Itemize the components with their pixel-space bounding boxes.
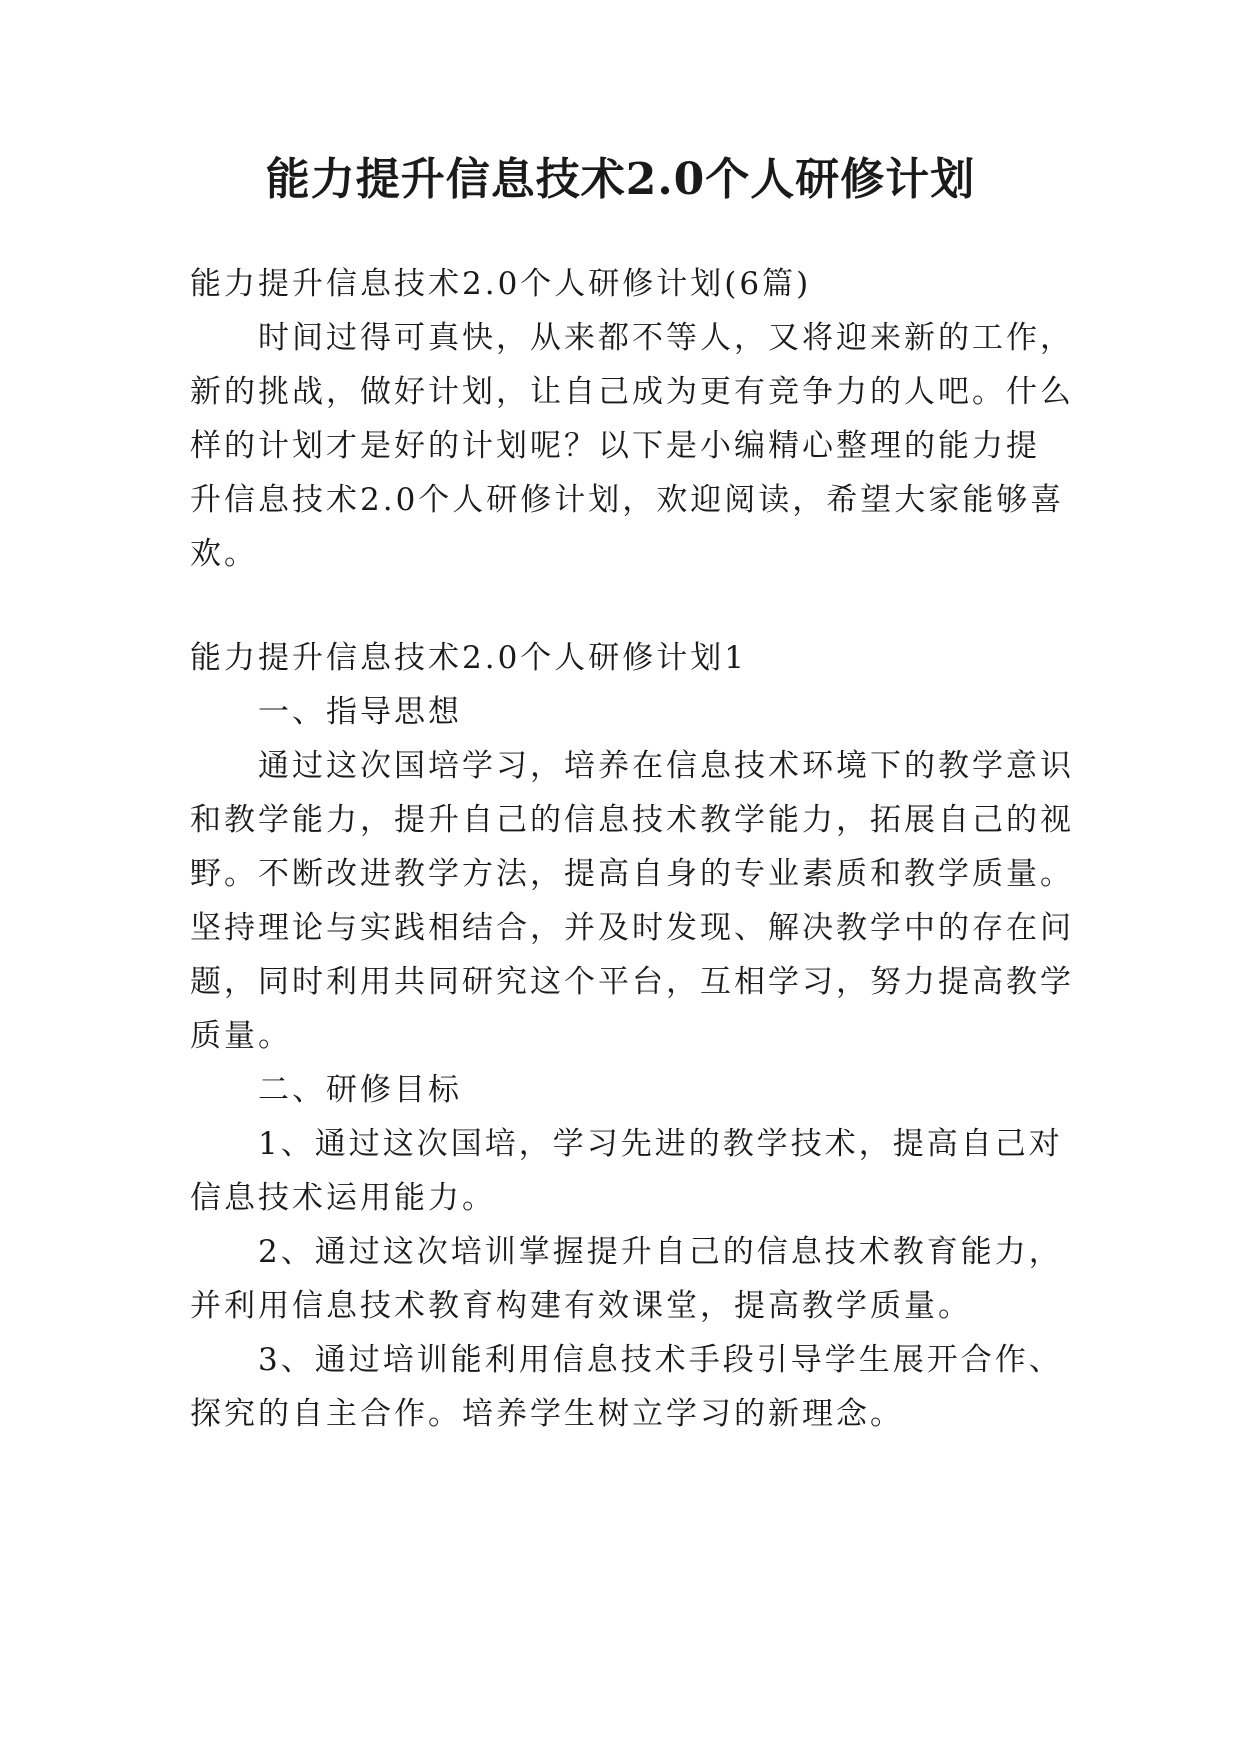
list-item-line: 3、通过培训能利用信息技术手段引导学生展开合作、	[258, 1342, 1063, 1378]
list-item-line: 1、通过这次国培，学习先进的教学技术，提高自己对	[258, 1126, 1063, 1162]
paragraph-line: 新的挑战，做好计划，让自己成为更有竞争力的人吧。什么	[190, 374, 1074, 410]
list-item-line: 信息技术运用能力。	[190, 1180, 496, 1216]
section-heading: 能力提升信息技术2.0个人研修计划1	[190, 640, 748, 676]
paragraph-line: 升信息技术2.0个人研修计划，欢迎阅读，希望大家能够喜	[190, 482, 1065, 518]
subheading: 二、研修目标	[258, 1072, 462, 1108]
paragraph-line: 通过这次国培学习，培养在信息技术环境下的教学意识	[258, 748, 1074, 784]
paragraph-line: 题，同时利用共同研究这个平台，互相学习，努力提高教学	[190, 964, 1074, 1000]
subheading: 一、指导思想	[258, 694, 462, 730]
paragraph-line: 样的计划才是好的计划呢？以下是小编精心整理的能力提	[190, 428, 1040, 464]
list-item-line: 2、通过这次培训掌握提升自己的信息技术教育能力，	[258, 1234, 1063, 1270]
list-item-line: 探究的自主合作。培养学生树立学习的新理念。	[190, 1396, 904, 1432]
paragraph-line: 时间过得可真快，从来都不等人，又将迎来新的工作，	[258, 320, 1074, 356]
paragraph-line: 和教学能力，提升自己的信息技术教学能力，拓展自己的视	[190, 802, 1074, 838]
document-title: 能力提升信息技术2.0个人研修计划	[265, 154, 976, 205]
paragraph-line: 野。不断改进教学方法，提高自身的专业素质和教学质量。	[190, 856, 1074, 892]
paragraph-line: 坚持理论与实践相结合，并及时发现、解决教学中的存在问	[190, 910, 1074, 946]
paragraph-line: 欢。	[190, 536, 258, 572]
paragraph-line: 质量。	[190, 1018, 292, 1054]
list-item-line: 并利用信息技术教育构建有效课堂，提高教学质量。	[190, 1288, 972, 1324]
subtitle-line: 能力提升信息技术2.0个人研修计划(6篇)	[190, 266, 812, 302]
